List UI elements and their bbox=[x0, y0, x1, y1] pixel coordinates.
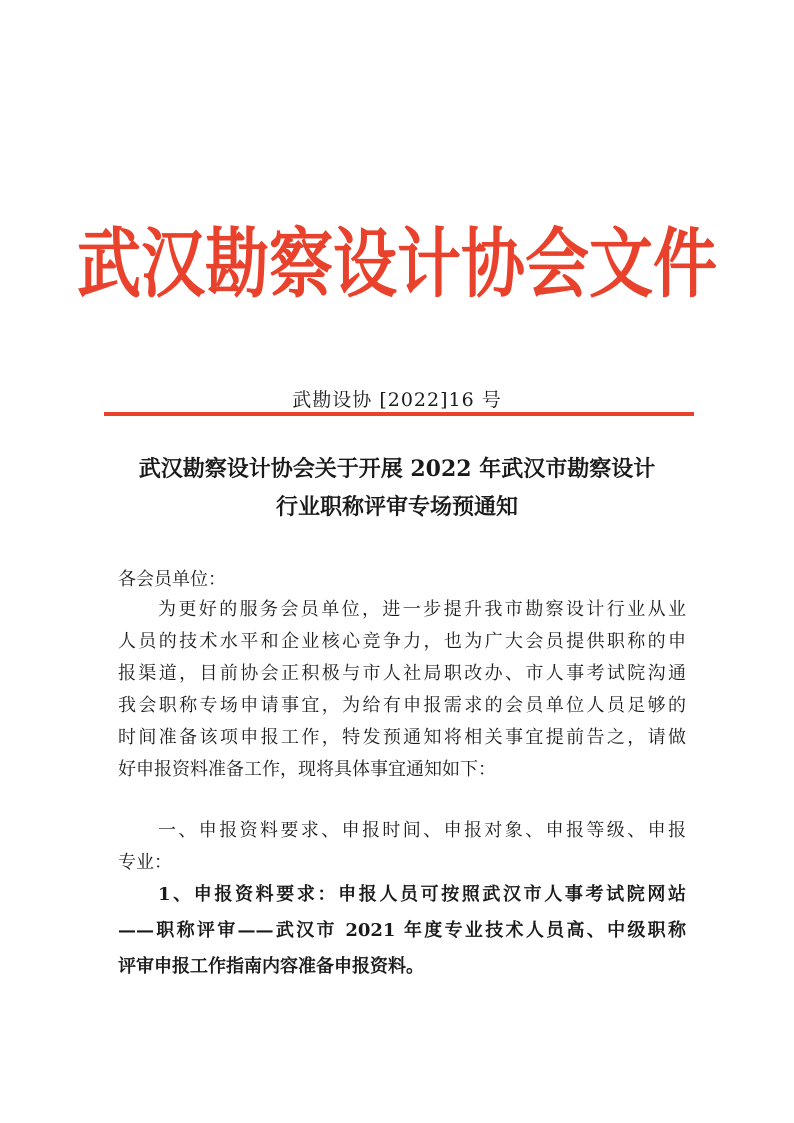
document-number: 武勘设协 [2022]16 号 bbox=[292, 389, 502, 411]
document-title bbox=[80, 450, 714, 526]
paragraph-requirements bbox=[118, 877, 686, 985]
paragraph-section-heading bbox=[118, 815, 686, 879]
paragraph-line: ——职称评审——武汉市 2021 年度专业技术人员高、中级职称 bbox=[118, 920, 686, 941]
paragraph-intro bbox=[118, 594, 686, 786]
paragraph-line: 报渠道，目前协会正积极与市人社局职改办、市人事考试院沟通 bbox=[118, 663, 686, 684]
paragraph-line: 为更好的服务会员单位，进一步提升我市勘察设计行业从业 bbox=[158, 599, 686, 620]
issuer-title: 武汉勘察设计协会文件 bbox=[77, 220, 717, 309]
paragraph-line: 时间准备该项申报工作，特发预通知将相关事宜提前告之，请做 bbox=[118, 727, 686, 748]
title-line-2: 行业职称评审专场预通知 bbox=[275, 494, 518, 520]
paragraph-line: 1、申报资料要求：申报人员可按照武汉市人事考试院网站 bbox=[158, 884, 686, 905]
red-divider-rule bbox=[104, 412, 694, 416]
paragraph-line: 我会职称专场申请事宜，为给有申报需求的会员单位人员足够的 bbox=[118, 695, 686, 716]
paragraph-line: 一、申报资料要求、申报时间、申报对象、申报等级、申报 bbox=[158, 820, 686, 841]
paragraph-line: 评审申报工作指南内容准备申报资料。 bbox=[118, 956, 424, 977]
paragraph-line: 好申报资料准备工作，现将具体事宜通知如下： bbox=[118, 759, 496, 780]
title-line-1: 武汉勘察设计协会关于开展 2022 年武汉市勘察设计 bbox=[138, 456, 656, 482]
salutation: 各会员单位： bbox=[118, 569, 226, 590]
paragraph-line: 人员的技术水平和企业核心竞争力，也为广大会员提供职称的申 bbox=[118, 631, 686, 652]
paragraph-line: 专业： bbox=[118, 852, 172, 873]
